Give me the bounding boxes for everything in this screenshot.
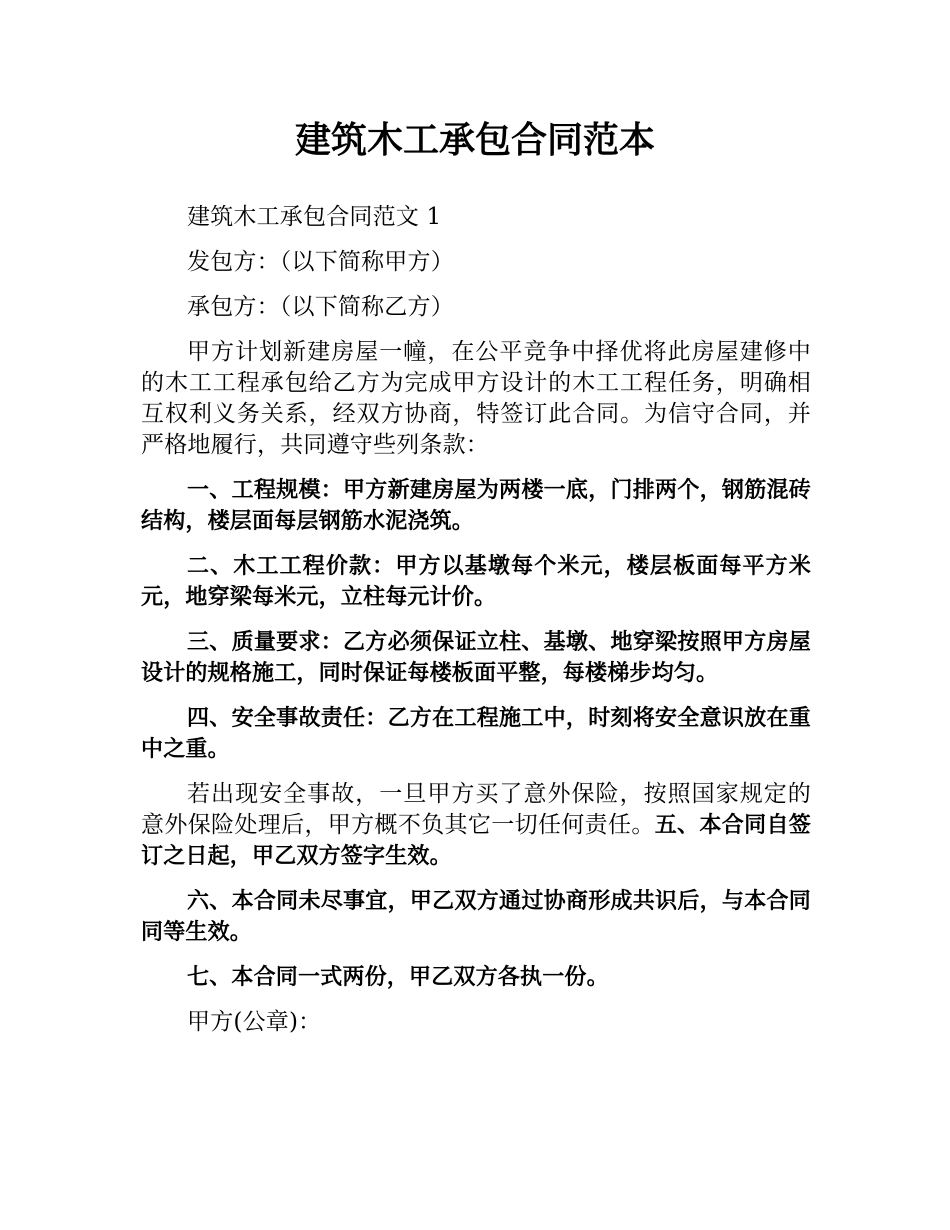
clause-7: 七、本合同一式两份，甲乙双方各执一份。 bbox=[187, 965, 609, 990]
clause-2: 二、木工工程价款：甲方以基墩每个米元，楼层板面每平方米元，地穿梁每米元，立柱每元计价。 bbox=[141, 554, 811, 610]
signature-line: 甲方(公章)： bbox=[187, 1009, 322, 1035]
party-b-line: 承包方：（以下简称乙方） bbox=[187, 294, 454, 320]
clause-4: 四、安全事故责任：乙方在工程施工中，时刻将安全意识放在重中之重。 bbox=[141, 706, 811, 762]
contract-subtitle: 建筑木工承包合同范文 1 bbox=[187, 204, 442, 230]
accident-paragraph bbox=[141, 779, 811, 872]
intro-paragraph: 甲方计划新建房屋一幢，在公平竞争中择优将此房屋建修中的木工工程承包给乙方为完成甲方设计的木工工程任务，明确相互权利义务关系，经双方协商，特签订此合同。为信守合同，并严格地履行，共同遵守些列条款： bbox=[141, 339, 811, 458]
document-title: 建筑木工承包合同范本 bbox=[294, 120, 655, 161]
clause-1: 一、工程规模：甲方新建房屋为两楼一底，门排两个，钢筋混砖结构，楼层面每层钢筋水泥浇筑。 bbox=[141, 478, 811, 534]
document-body bbox=[141, 202, 811, 1052]
clause-5: 五、本合同自签订之日起，甲乙双方签字生效。 bbox=[141, 813, 812, 869]
clause-6: 六、本合同未尽事宜，甲乙双方通过协商形成共识后，与本合同同等生效。 bbox=[141, 889, 811, 945]
party-a-line: 发包方：（以下简称甲方） bbox=[187, 249, 454, 275]
clause-3: 三、质量要求：乙方必须保证立柱、基墩、地穿梁按照甲方房屋设计的规格施工，同时保证每楼板面平整，每楼梯步均匀。 bbox=[141, 630, 811, 686]
accident-text: 若出现安全事故，一旦甲方买了意外保险，按照国家规定的意外保险处理后，甲方概不负其它一切任何责任。 bbox=[141, 781, 811, 838]
